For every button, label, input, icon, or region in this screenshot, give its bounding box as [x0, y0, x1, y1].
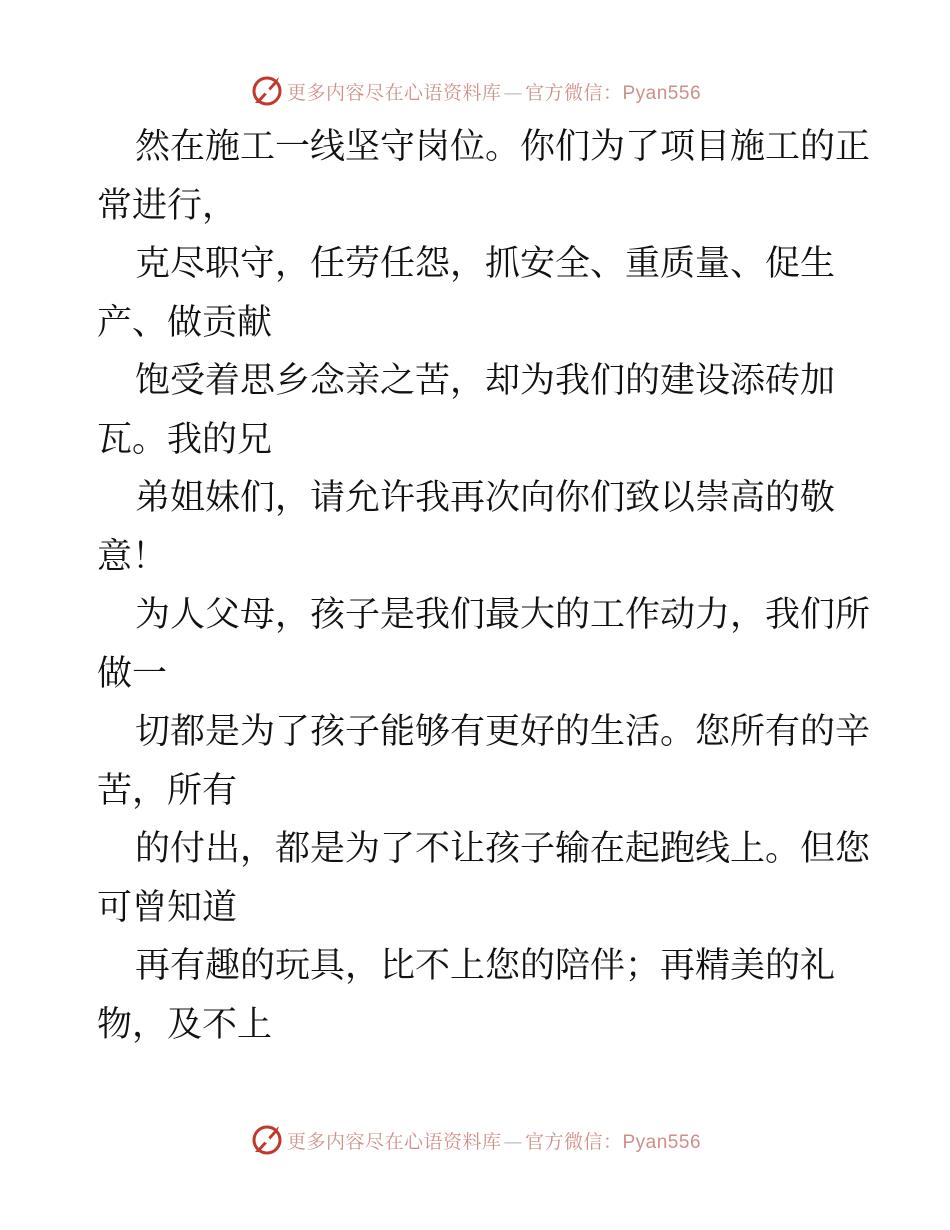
body-line: 可曾知道	[97, 887, 238, 928]
quill-pen-logo-icon	[249, 73, 285, 109]
header-contact-id: Pyan556	[622, 82, 702, 104]
footer-contact-label: 官方微信：	[524, 1130, 623, 1153]
body-line: 意！	[97, 536, 168, 577]
body-line: 苦，所有	[97, 770, 238, 811]
footer-banner	[0, 1120, 950, 1160]
quill-pen-logo-icon	[249, 1122, 285, 1158]
body-line: 为人父母，孩子是我们最大的工作动力，我们所	[135, 595, 871, 635]
footer-contact-id: Pyan556	[622, 1131, 702, 1153]
body-line: 饱受着思乡念亲之苦，却为我们的建设添砖加	[135, 361, 836, 401]
body-line: 常进行，	[97, 185, 238, 226]
body-line: 再有趣的玩具，比不上您的陪伴；再精美的礼	[135, 946, 836, 986]
header-banner	[0, 71, 950, 111]
body-line: 物，及不上	[97, 1004, 273, 1045]
document-body	[97, 118, 871, 1054]
body-line: 然在施工一线坚守岗位。你们为了项目施工的正	[135, 127, 871, 167]
body-line: 克尽职守，任劳任怨，抓安全、重质量、促生	[135, 244, 836, 284]
footer-separator: —	[503, 1130, 523, 1153]
body-line: 切都是为了孩子能够有更好的生活。您所有的辛	[135, 712, 871, 752]
body-line: 弟姐妹们，请允许我再次向你们致以崇高的敬	[135, 478, 836, 518]
body-line: 瓦。我的兄	[97, 419, 273, 460]
footer-slogan: 更多内容尽在心语资料库	[286, 1130, 502, 1153]
body-line: 产、做贡献	[97, 302, 273, 343]
header-text	[287, 78, 701, 105]
footer-text	[287, 1127, 701, 1154]
body-line: 的付出，都是为了不让孩子输在起跑线上。但您	[135, 829, 871, 869]
header-contact-label: 官方微信：	[524, 81, 623, 104]
body-line: 做一	[97, 653, 168, 694]
header-separator: —	[503, 81, 523, 104]
header-slogan: 更多内容尽在心语资料库	[286, 81, 502, 104]
